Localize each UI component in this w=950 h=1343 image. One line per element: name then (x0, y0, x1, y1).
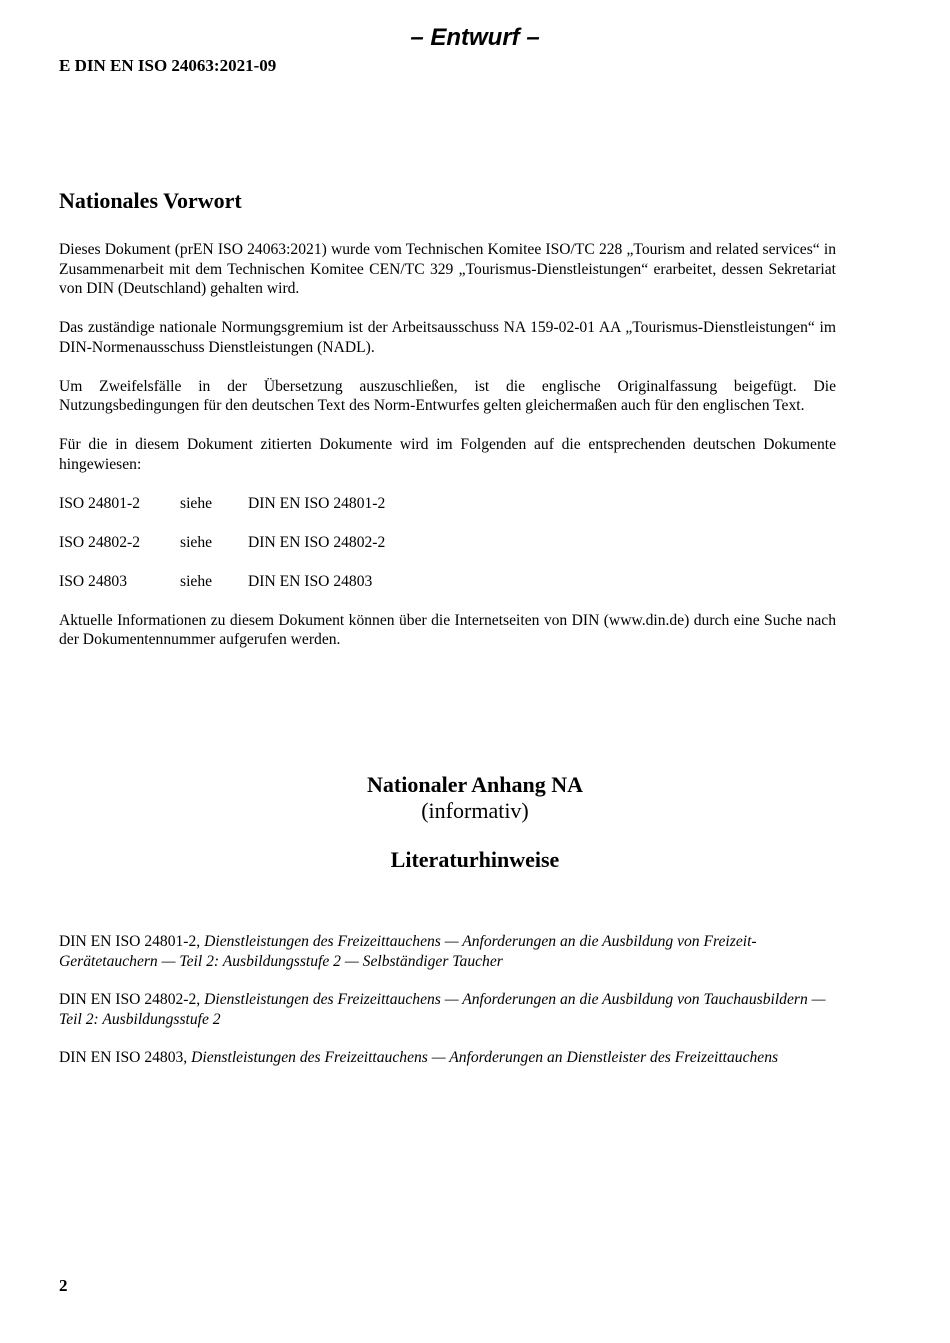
reference-row (59, 494, 836, 514)
iso-reference: ISO 24803 (59, 572, 128, 590)
reference-row (59, 572, 836, 592)
bibliography-entry (59, 932, 836, 971)
national-foreword (59, 188, 836, 669)
document-id: E DIN EN ISO 24063:2021-09 (59, 56, 277, 75)
bib-title: Dienstleistungen des Freizeittauchens — Anforderungen an die Ausbildung von Tauchausbildern — Teil 2: Ausbildungsstufe 2 (59, 991, 826, 1028)
bib-title: Dienstleistungen des Freizeittauchens — Anforderungen an Dienstleister des Freizeittauchens (191, 1049, 779, 1066)
annex-title: Nationaler Anhang NA (367, 772, 583, 797)
national-annex-header (0, 772, 950, 873)
foreword-paragraph: Für die in diesem Dokument zitierten Dokumente wird im Folgenden auf die entsprechenden deutschen Dokumente hingewiesen: (59, 436, 836, 473)
bib-reference: DIN EN ISO 24803, (59, 1049, 192, 1066)
bib-reference: DIN EN ISO 24802-2, (59, 991, 205, 1008)
bib-title: Dienstleistungen des Freizeittauchens — Anforderungen an die Ausbildung von Freizeit-Gerätetauchern — Teil 2: Ausbildungsstufe 2 — Selbständiger Taucher (59, 933, 757, 970)
din-reference: DIN EN ISO 24801-2 (248, 494, 386, 512)
see-label: siehe (180, 572, 213, 590)
bibliography-list (59, 932, 836, 1087)
foreword-paragraph: Dieses Dokument (prEN ISO 24063:2021) wurde vom Technischen Komitee ISO/TC 228 „Tourism and related services“ in Zusammenarbeit mit dem Technischen Komitee CEN/TC 329 „Tourismus-Dienstleistungen“ erarbeitet, dessen Sekretariat von DIN (Deutschland) gehalten wird. (59, 241, 836, 297)
page-number: 2 (59, 1276, 68, 1295)
annex-subtitle: (informativ) (421, 798, 529, 823)
bib-reference: DIN EN ISO 24801-2, (59, 933, 205, 950)
foreword-heading: Nationales Vorwort (59, 188, 242, 213)
iso-reference: ISO 24801-2 (59, 494, 140, 512)
iso-reference: ISO 24802-2 (59, 533, 140, 551)
see-label: siehe (180, 533, 213, 551)
reference-row (59, 533, 836, 553)
foreword-paragraph: Das zuständige nationale Normungsgremium ist der Arbeitsausschuss NA 159-02-01 AA „Tourismus-Dienstleistungen“ im DIN-Normenausschuss Dienstleistungen (NADL). (59, 319, 836, 356)
din-reference: DIN EN ISO 24803 (248, 572, 373, 590)
bibliography-entry (59, 1048, 836, 1068)
din-reference: DIN EN ISO 24802-2 (248, 533, 386, 551)
foreword-paragraph: Um Zweifelsfälle in der Übersetzung auszuschließen, ist die englische Originalfassung beigefügt. Die Nutzungsbedingungen für den deutschen Text des Norm-Entwurfes gelten gleichermaßen auch für den englischen Text. (59, 377, 836, 414)
see-label: siehe (180, 494, 213, 512)
bibliography-entry (59, 990, 836, 1029)
literature-heading: Literaturhinweise (390, 847, 560, 872)
draft-mark: – Entwurf – (410, 24, 540, 51)
foreword-closing: Aktuelle Informationen zu diesem Dokument können über die Internetseiten von DIN (www.din.de) durch eine Suche nach der Dokumentennummer aufgerufen werden. (59, 611, 836, 648)
